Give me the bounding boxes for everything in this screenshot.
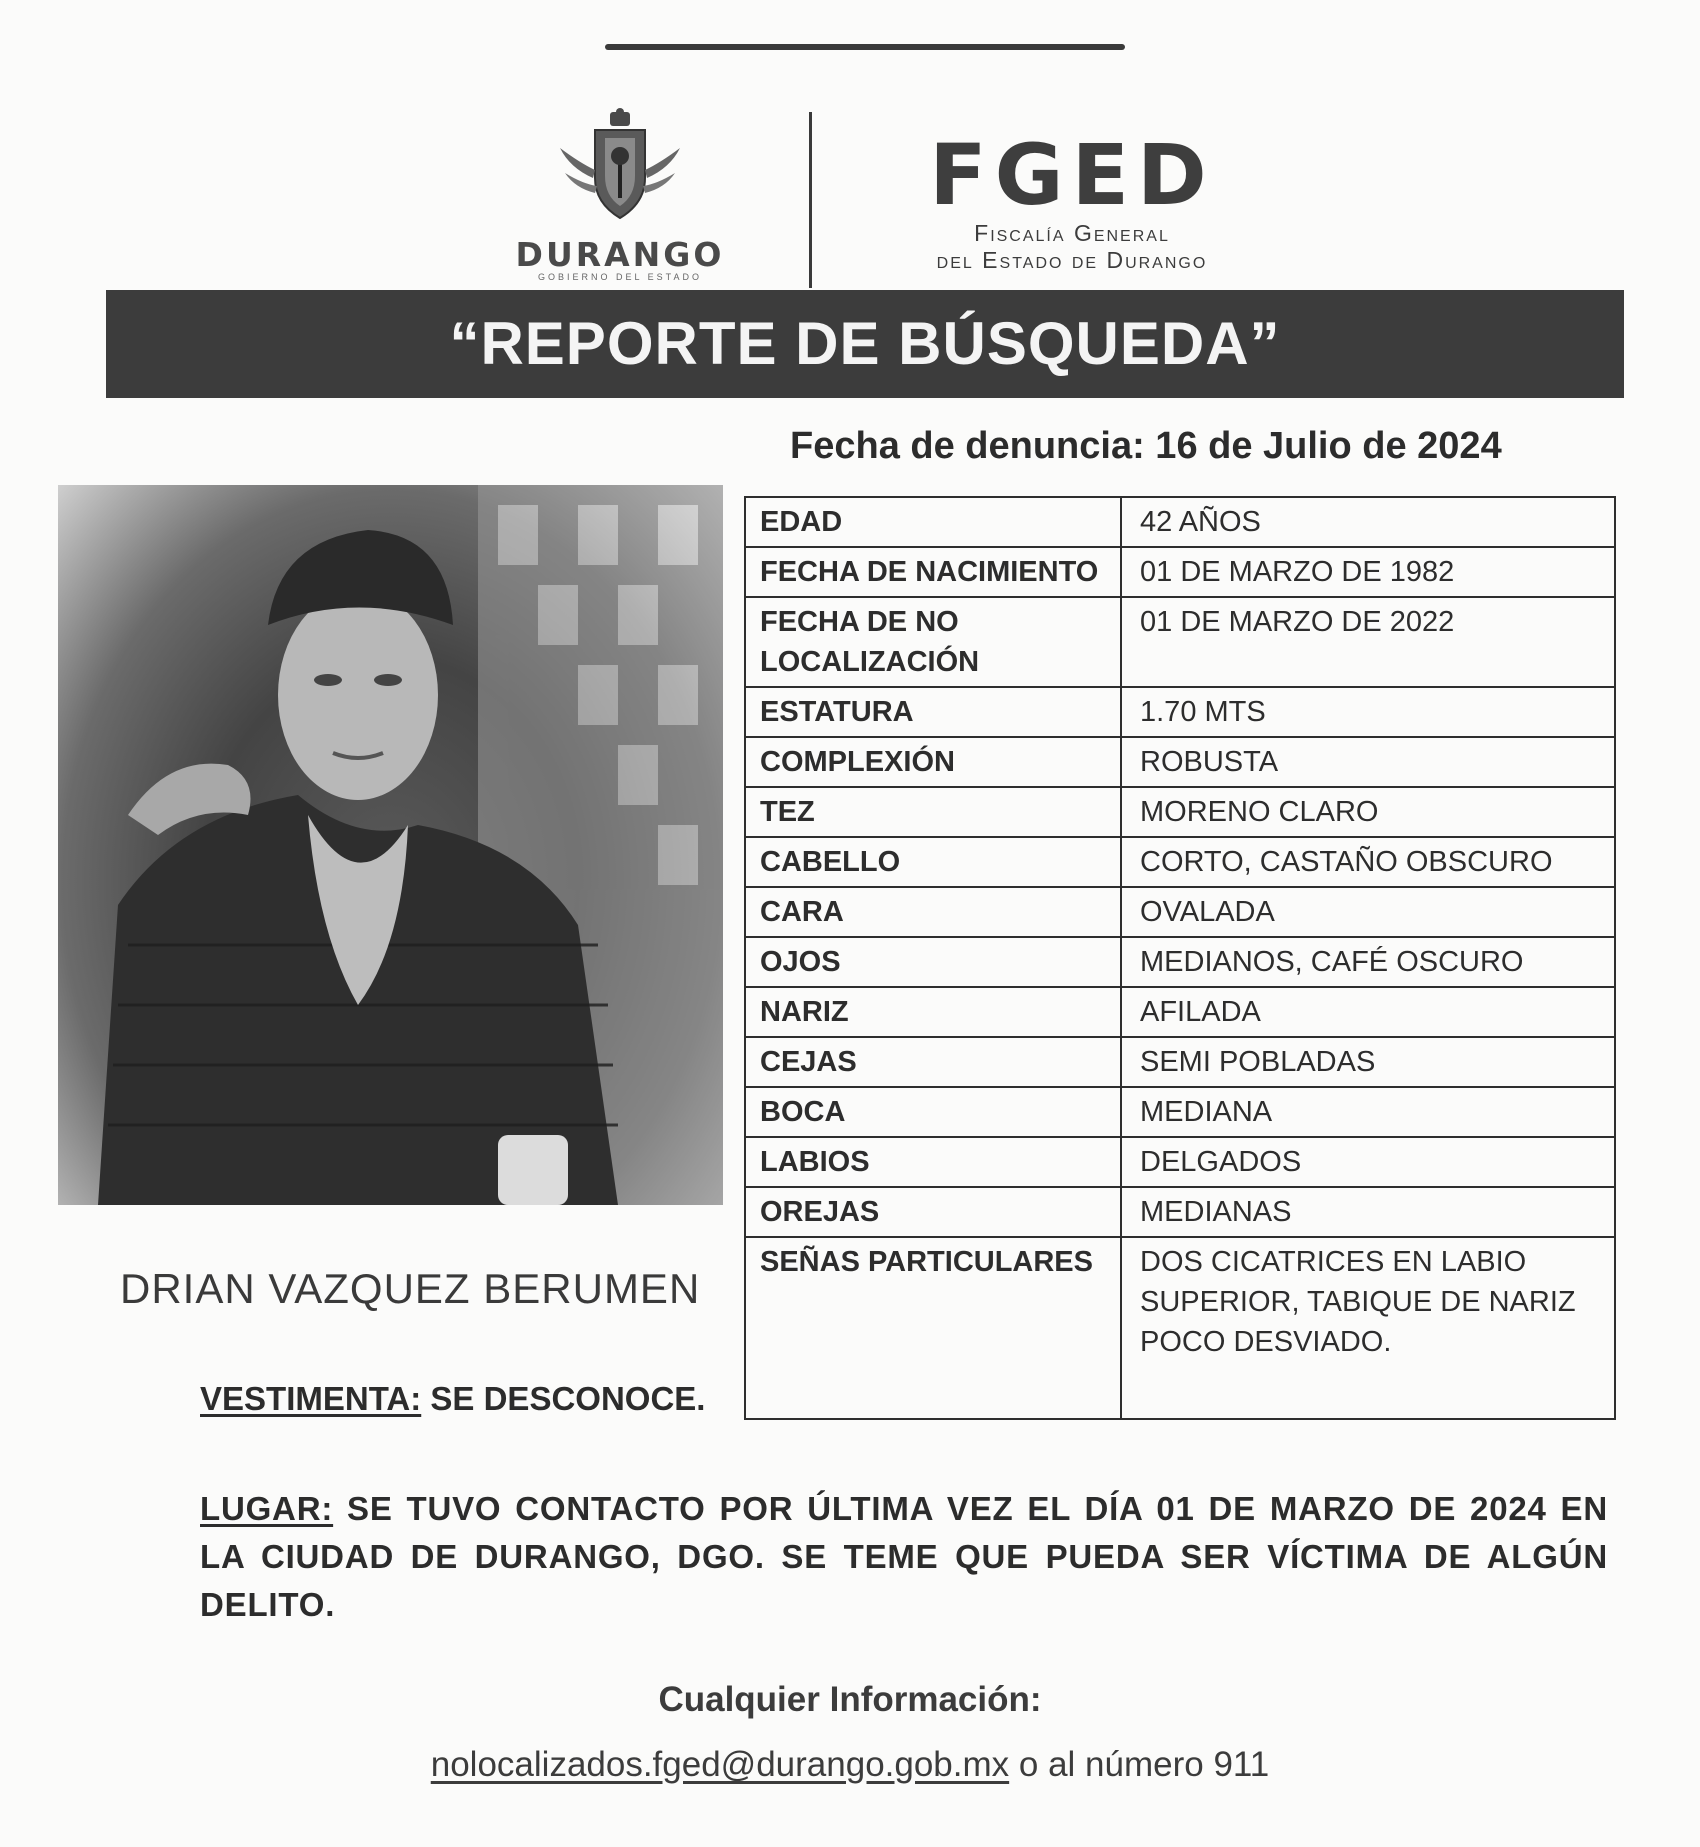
detail-label: CEJAS [745, 1037, 1121, 1087]
clothing-paragraph [200, 1375, 705, 1423]
logo-divider [809, 112, 812, 288]
missing-person-photo [58, 485, 723, 1205]
table-row [745, 497, 1615, 547]
detail-value: MEDIANAS [1121, 1187, 1615, 1237]
detail-label: TEZ [745, 787, 1121, 837]
durango-wordmark: DURANGO [515, 235, 725, 274]
table-row [745, 887, 1615, 937]
table-row [745, 1137, 1615, 1187]
detail-label: CABELLO [745, 837, 1121, 887]
detail-value: MEDIANA [1121, 1087, 1615, 1137]
fged-logo [882, 126, 1262, 274]
detail-value: 42 AÑOS [1121, 497, 1615, 547]
table-row [745, 597, 1615, 687]
detail-value: CORTO, CASTAÑO OBSCURO [1121, 837, 1615, 887]
detail-value: 01 DE MARZO DE 2022 [1121, 597, 1615, 687]
detail-value: MEDIANOS, CAFÉ OSCURO [1121, 937, 1615, 987]
top-rule [605, 44, 1125, 50]
table-row [745, 987, 1615, 1037]
place-text: SE TUVO CONTACTO POR ÚLTIMA VEZ EL DÍA 01 DE MARZO DE 2024 EN LA CIUDAD DE DURANGO, DGO. SE TEME QUE PUEDA SER VÍCTIMA DE ALGÚN DELITO. [200, 1490, 1608, 1623]
detail-value: ROBUSTA [1121, 737, 1615, 787]
table-row [745, 1037, 1615, 1087]
table-row [745, 937, 1615, 987]
detail-label: CARA [745, 887, 1121, 937]
fged-name-line1: Fiscalía General [974, 220, 1170, 246]
physical-description-table [744, 496, 1616, 1420]
detail-label: LABIOS [745, 1137, 1121, 1187]
clothing-label: VESTIMENTA: [200, 1380, 422, 1417]
detail-label: FECHA DE NACIMIENTO [745, 547, 1121, 597]
place-label: LUGAR: [200, 1490, 334, 1527]
table-row [745, 837, 1615, 887]
detail-value: 01 DE MARZO DE 1982 [1121, 547, 1615, 597]
clothing-text: SE DESCONOCE. [430, 1380, 706, 1417]
durango-subtext: GOBIERNO DEL ESTADO [537, 272, 703, 282]
detail-value: 1.70 MTS [1121, 687, 1615, 737]
fged-acronym: FGED [929, 126, 1215, 224]
detail-label: BOCA [745, 1087, 1121, 1137]
durango-state-logo [475, 108, 765, 288]
table-row [745, 787, 1615, 837]
detail-label: OJOS [745, 937, 1121, 987]
person-name: DRIAN VAZQUEZ BERUMEN [120, 1265, 701, 1312]
table-row [745, 1087, 1615, 1137]
detail-value: DELGADOS [1121, 1137, 1615, 1187]
contact-line [0, 1745, 1700, 1785]
table-row [745, 547, 1615, 597]
detail-value: SEMI POBLADAS [1121, 1037, 1615, 1087]
detail-label: FECHA DE NO LOCALIZACIÓN [745, 597, 1121, 687]
detail-label: OREJAS [745, 1187, 1121, 1237]
report-date: Fecha de denuncia: 16 de Julio de 2024 [790, 425, 1502, 467]
table-row [745, 1187, 1615, 1237]
detail-value: OVALADA [1121, 887, 1615, 937]
detail-label: NARIZ [745, 987, 1121, 1037]
table-row [745, 737, 1615, 787]
contact-heading: Cualquier Información: [658, 1680, 1042, 1719]
detail-label: SEÑAS PARTICULARES [745, 1237, 1121, 1419]
table-row [745, 687, 1615, 737]
detail-value: DOS CICATRICES EN LABIO SUPERIOR, TABIQUE DE NARIZ POCO DESVIADO. [1121, 1237, 1615, 1419]
table-row [745, 1237, 1615, 1419]
contact-phone-text: o al número 911 [1018, 1745, 1270, 1784]
coat-of-arms-icon [555, 108, 685, 233]
detail-label: COMPLEXIÓN [745, 737, 1121, 787]
detail-label: ESTATURA [745, 687, 1121, 737]
detail-label: EDAD [745, 497, 1121, 547]
contact-email-link[interactable]: nolocalizados.fged@durango.gob.mx [430, 1745, 1010, 1784]
report-title-banner: “REPORTE DE BÚSQUEDA” [106, 290, 1624, 398]
place-paragraph [200, 1485, 1608, 1629]
detail-value: MORENO CLARO [1121, 787, 1615, 837]
fged-name-line2: del Estado de Durango [936, 247, 1208, 273]
detail-value: AFILADA [1121, 987, 1615, 1037]
